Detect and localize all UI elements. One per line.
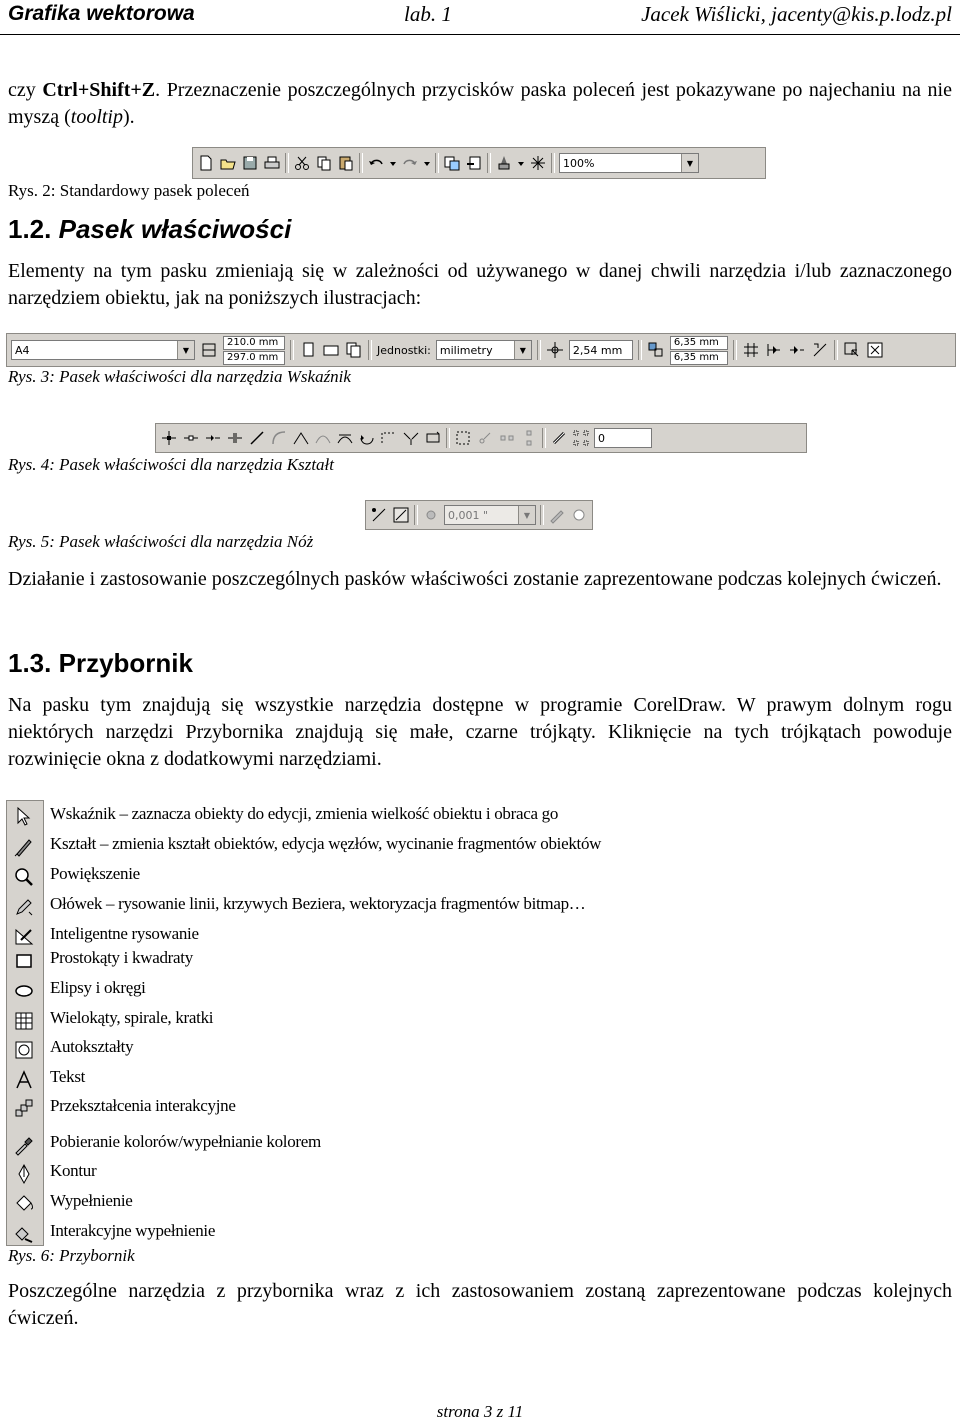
figure-6-caption: Rys. 6: Przybornik (8, 1246, 135, 1265)
nib-icon (422, 506, 440, 524)
figure-3-caption: Rys. 3: Pasek właściwości dla narzędzia Wskaźnik (8, 367, 351, 386)
section-1-2-closing: Działanie i zastosowanie poszczególnych pasków właściwości zostanie zaprezentowane podczas kolejnych ćwiczeń. (8, 568, 942, 590)
zoom-level-select[interactable] (559, 153, 699, 173)
chevron-down-icon[interactable] (389, 154, 397, 172)
intro-shortcut: Ctrl+Shift+Z (42, 79, 156, 101)
toolbox-row (6, 947, 926, 973)
standard-toolbar (192, 147, 766, 179)
section-1-3-title: Przybornik (58, 648, 193, 678)
toolbox-row (6, 977, 926, 1003)
toolbox-row (6, 1036, 926, 1062)
fill-bucket-icon[interactable] (10, 1192, 38, 1216)
shape-icon[interactable] (10, 835, 38, 859)
toolbar-separator (414, 505, 418, 525)
figure-4-caption: Rys. 4: Pasek właściwości dla narzędzia Kształt (8, 455, 334, 474)
chevron-down-icon[interactable] (423, 154, 431, 172)
undo-icon[interactable] (367, 154, 385, 172)
toolbox-row (6, 1190, 926, 1216)
figure-2-caption: Rys. 2: Standardowy pasek poleceń (8, 181, 250, 200)
page-width-field[interactable]: 210.0 mm (223, 336, 285, 350)
smart-drawing-icon[interactable] (10, 925, 38, 949)
page-header (0, 0, 960, 35)
new-document-icon[interactable] (197, 154, 215, 172)
page-height-field[interactable]: 297.0 mm (223, 351, 285, 365)
toolbar-separator (540, 505, 544, 525)
pointer-icon[interactable] (10, 805, 38, 829)
stretch-scale-icon[interactable] (424, 429, 442, 447)
cusp-node-icon[interactable] (292, 429, 310, 447)
save-icon[interactable] (241, 154, 259, 172)
all-pages-icon[interactable] (345, 341, 363, 359)
cut-icon[interactable] (293, 154, 311, 172)
section-1-3-paragraph: Na pasku tym znajdują się wszystkie narzędzia dostępne w programie CorelDraw. W prawym dolnym rogu niektórych narzędzi Przybornika znajdują się małe, czarne trójkąty. Kliknięcie na tych trójkątach powoduje rozwinięcie okna z dodatkowymi narzędziami. (8, 694, 952, 770)
shape-property-bar (155, 423, 807, 453)
toolbox-row (6, 923, 926, 949)
print-icon[interactable] (263, 154, 281, 172)
toolbar-separator (446, 428, 450, 448)
select-all-nodes-icon[interactable] (520, 429, 538, 447)
landscape-icon[interactable] (322, 341, 340, 359)
toolbox-label: Inteligentne rysowanie (50, 924, 199, 943)
toolbar-separator (733, 340, 737, 360)
chevron-down-icon[interactable]: ▼ (177, 341, 194, 359)
page-footer: strona 3 z 11 (436, 1402, 524, 1421)
curve-smoothness-icon[interactable] (572, 429, 590, 447)
rotate-skew-icon[interactable] (454, 429, 472, 447)
snap-objects-icon[interactable] (788, 341, 806, 359)
toolbox-label: Tekst (50, 1067, 86, 1086)
section-1-3-heading (8, 648, 193, 679)
toolbox-label: Wskaźnik – zaznacza obiekty do edycji, zmienia wielkość obiektu i obraca go (50, 804, 559, 823)
pointer-property-bar (6, 333, 956, 367)
auto-close-curve-icon[interactable] (550, 429, 568, 447)
section-1-2-paragraph: Elementy na tym pasku zmieniają się w zależności od używanego w danej chwili narzędzia i/lub zaznaczonego narzędziem obiektu, jak na poniższych ilustracjach: (8, 260, 952, 309)
units-value: milimetry (439, 343, 493, 357)
toolbox-row (6, 1095, 926, 1121)
nudge-icon (546, 341, 564, 359)
page-dimensions-icon (200, 341, 218, 359)
toolbox-label: Elipsy i okręgi (50, 978, 146, 997)
elastic-mode-icon[interactable] (498, 429, 516, 447)
chevron-down-icon[interactable]: ▼ (681, 154, 698, 172)
extend-curve-icon[interactable] (380, 429, 398, 447)
header-author: Jacek Wiślicki, jacenty@kis.p.lodz.pl (641, 2, 952, 26)
chevron-down-icon[interactable] (517, 154, 525, 172)
add-node-icon[interactable] (160, 429, 178, 447)
snap-guidelines-icon[interactable] (765, 341, 783, 359)
corel-online-icon[interactable] (529, 154, 547, 172)
header-course-title: Grafika wektorowa (8, 2, 195, 25)
symmetrical-node-icon[interactable] (336, 429, 354, 447)
page-size-select[interactable] (11, 340, 195, 360)
ellipse-icon[interactable] (10, 979, 38, 1003)
options-icon[interactable] (866, 341, 884, 359)
toolbar-separator (290, 340, 294, 360)
section-1-2-title: Pasek właściwości (58, 214, 292, 244)
convert-to-line-icon[interactable] (248, 429, 266, 447)
nudge-distance-field[interactable]: 2,54 mm (569, 340, 633, 360)
chevron-down-icon[interactable]: ▼ (514, 341, 531, 359)
toolbox-row (6, 1160, 926, 1186)
intro-prefix: czy (8, 79, 43, 101)
pressure-pen-icon[interactable] (548, 506, 566, 524)
outline-pen-icon[interactable] (10, 1162, 38, 1186)
toolbox-label: Wypełnienie (50, 1191, 133, 1210)
section-1-3-number: 1.3. (8, 648, 52, 678)
units-select[interactable] (436, 340, 532, 360)
toolbox-label: Kontur (50, 1161, 97, 1180)
export-icon[interactable] (465, 154, 483, 172)
intro-paragraph (8, 77, 952, 131)
intro-text-2: ). (123, 106, 135, 128)
toolbox-label: Pobieranie kolorów/wypełnianie kolorem (50, 1132, 321, 1151)
page-size-value: A4 (15, 343, 30, 357)
toolbox-label: Przekształcenia interakcyjne (50, 1096, 236, 1115)
toolbar-separator (638, 340, 642, 360)
application-launcher-icon[interactable] (495, 154, 513, 172)
toolbox-label: Autokształty (50, 1037, 134, 1056)
duplicate-distance-fields (670, 336, 728, 365)
chevron-down-icon[interactable]: ▼ (518, 506, 535, 524)
portrait-icon[interactable] (299, 341, 317, 359)
duplicate-x-field[interactable]: 6,35 mm (670, 336, 728, 350)
align-nodes-icon[interactable] (476, 429, 494, 447)
knife-property-bar (365, 500, 593, 530)
interactive-transform-icon[interactable] (10, 1097, 38, 1121)
break-curve-icon[interactable] (226, 429, 244, 447)
toolbox-row (6, 1007, 926, 1033)
snap-grid-icon[interactable] (742, 341, 760, 359)
page-dimensions-fields (223, 336, 285, 365)
toolbar-separator (542, 428, 546, 448)
section-1-2-number: 1.2. (8, 214, 52, 244)
figure-5-caption: Rys. 5: Pasek właściwości dla narzędzia Nóż (8, 532, 314, 551)
toolbar-separator (435, 153, 439, 173)
redo-icon[interactable] (401, 154, 419, 172)
zoom-level-value: 100% (563, 156, 595, 170)
smooth-node-icon[interactable] (314, 429, 332, 447)
toolbox-label: Prostokąty i kwadraty (50, 948, 193, 967)
delete-node-icon[interactable] (182, 429, 200, 447)
nib-size-value: 0,001 " (448, 508, 489, 522)
toolbox-row (6, 833, 926, 859)
eyedropper-icon[interactable] (10, 1133, 38, 1157)
toolbox-row (6, 893, 926, 919)
dynamic-guides-icon[interactable] (811, 341, 829, 359)
zoom-icon[interactable] (10, 865, 38, 889)
section-1-2-heading (8, 214, 291, 245)
auto-close-on-cut-icon[interactable] (392, 506, 410, 524)
pencil-icon[interactable] (10, 895, 38, 919)
units-label: Jednostki: (377, 343, 431, 357)
join-nodes-icon[interactable] (204, 429, 222, 447)
toolbox-row (6, 803, 926, 829)
intro-tooltip-term: tooltip (70, 106, 123, 128)
toolbar-separator (285, 153, 289, 173)
paste-icon[interactable] (337, 154, 355, 172)
toolbox-row (6, 1220, 926, 1246)
toolbar-separator (551, 153, 555, 173)
interactive-fill-icon[interactable] (10, 1222, 38, 1246)
extract-subpath-icon[interactable] (402, 429, 420, 447)
curve-smoothness-field[interactable]: 0 (594, 428, 652, 448)
toolbox-row (6, 1066, 926, 1092)
toolbox-row (6, 1131, 926, 1157)
import-icon[interactable] (443, 154, 461, 172)
toolbar-separator (359, 153, 363, 173)
toolbox-row (6, 863, 926, 889)
toolbox-label: Interakcyjne wypełnienie (50, 1221, 216, 1240)
toolbar-separator (537, 340, 541, 360)
open-icon[interactable] (219, 154, 237, 172)
duplicate-y-field[interactable]: 6,35 mm (670, 351, 728, 365)
autoshapes-icon[interactable] (10, 1038, 38, 1062)
convert-to-curve-icon[interactable] (270, 429, 288, 447)
nib-size-field[interactable] (444, 505, 536, 525)
leave-as-one-object-icon[interactable] (370, 506, 388, 524)
rectangle-icon[interactable] (10, 949, 38, 973)
reverse-direction-icon[interactable] (358, 429, 376, 447)
intro-text-1: . Przeznaczenie poszczególnych przycisków paska poleceń jest pokazywane po najechaniu na nie myszą ( (8, 79, 952, 128)
toolbox-label: Powiększenie (50, 864, 140, 883)
polygon-grid-icon[interactable] (10, 1009, 38, 1033)
copy-icon[interactable] (315, 154, 333, 172)
toolbox-label: Wielokąty, spirale, kratki (50, 1008, 214, 1027)
treat-as-filled-icon[interactable] (843, 341, 861, 359)
toolbox-label: Kształt – zmienia kształt obiektów, edycja węzłów, wycinanie fragmentów obiektów (50, 834, 602, 853)
toolbox-label: Ołówek – rysowanie linii, krzywych Beziera, wektoryzacja fragmentów bitmap… (50, 894, 586, 913)
closing-paragraph: Poszczególne narzędzia z przybornika wraz z ich zastosowaniem zostaną zaprezentowane podczas kolejnych ćwiczeń. (8, 1280, 952, 1329)
duplicate-distance-icon (647, 341, 665, 359)
toolbar-separator (368, 340, 372, 360)
radio-option-icon[interactable] (570, 506, 588, 524)
toolbar-separator (487, 153, 491, 173)
toolbar-separator (834, 340, 838, 360)
header-lab-number: lab. 1 (404, 2, 452, 26)
text-icon[interactable] (10, 1068, 38, 1092)
